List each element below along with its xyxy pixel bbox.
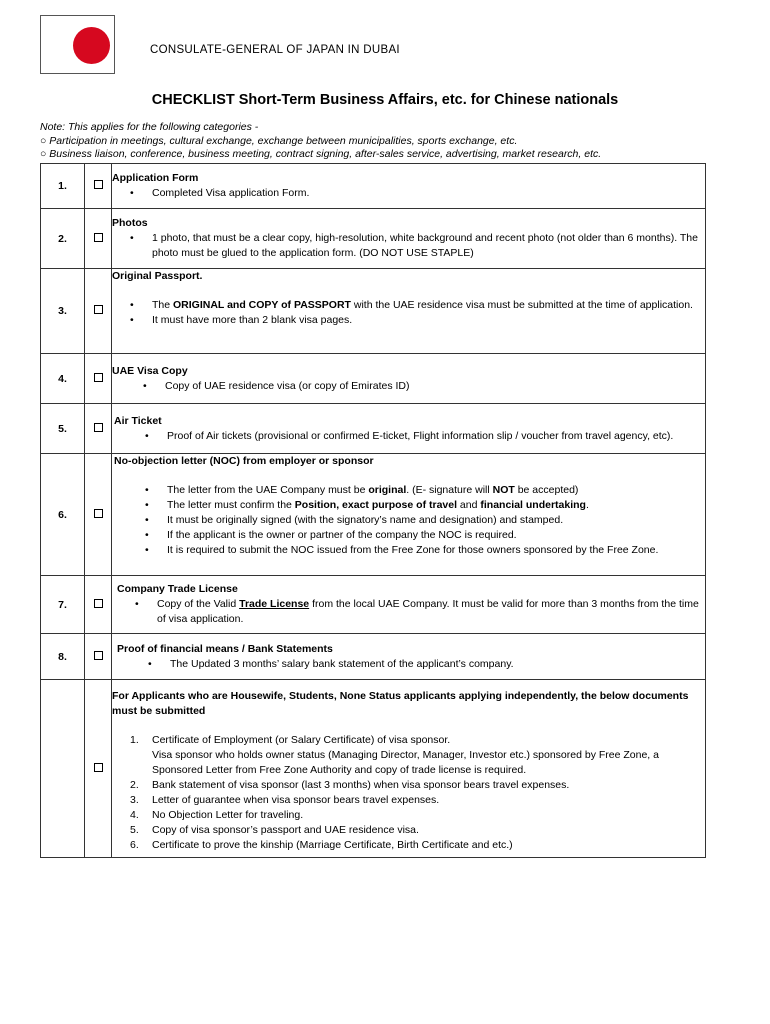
list-item: • It must have more than 2 blank visa pages. [112,313,705,328]
item-number: 8. [41,634,85,680]
list-item: 6. Certificate to prove the kinship (Marriage Certificate, Birth Certificate and etc.) [130,839,513,851]
checklist-row [41,454,706,576]
japan-flag [40,15,115,74]
list-item: 3. Letter of guarantee when visa sponsor bears travel expenses. [130,794,440,806]
checklist-row [41,576,706,634]
checklist-row [41,164,706,209]
item-heading: Company Trade License [117,583,238,595]
item-number: 6. [41,454,85,576]
list-item: • If the applicant is the owner or partner of the company the NOC is required. [114,528,705,543]
item-heading: No-objection letter (NOC) from employer or sponsor [114,455,374,467]
checklist-row [41,354,706,404]
note-block [40,121,601,162]
list-item: • Copy of the Valid Trade License from the local UAE Company. It must be valid for more than 3 months from the time of visa application. [117,597,705,627]
list-item: • The ORIGINAL and COPY of PASSPORT with the UAE residence visa must be submitted at the time of application. [112,298,705,313]
note-category-2: ○ Business liaison, conference, business meeting, contract signing, after-sales service, advertising, market research, etc. [40,148,602,160]
checkbox[interactable] [94,233,103,242]
checkbox[interactable] [94,423,103,432]
checkbox[interactable] [94,599,103,608]
list-item: • It is required to submit the NOC issued from the Free Zone for those owners sponsored by the Free Zone. [114,543,705,558]
checklist-row [41,209,706,269]
list-item: 4. No Objection Letter for traveling. [130,809,304,821]
checklist-row [41,404,706,454]
item-number: 3. [41,269,85,354]
checkbox[interactable] [94,651,103,660]
item-heading: UAE Visa Copy [112,364,188,377]
checklist-row [41,680,706,858]
item-heading: Photos [112,217,148,229]
list-item: • Completed Visa application Form. [112,186,705,201]
item-heading: Proof of financial means / Bank Statements [117,642,333,655]
list-item: • The letter from the UAE Company must be original. (E- signature will NOT be accepted) [114,483,705,498]
item-heading: Air Ticket [114,414,162,427]
item-heading: Application Form [112,172,199,184]
consulate-name: CONSULATE-GENERAL OF JAPAN IN DUBAI [150,44,400,56]
flag-red-disc [73,27,110,64]
checklist-table [40,163,706,858]
checkbox[interactable] [94,509,103,518]
item-number: 1. [41,164,85,209]
item-number: 2. [41,209,85,269]
list-item: • It must be originally signed (with the signatory’s name and designation) and stamped. [114,513,705,528]
checkbox[interactable] [94,305,103,314]
checklist-row [41,269,706,354]
list-item: 5. Copy of visa sponsor’s passport and UAE residence visa. [130,824,419,836]
checkbox[interactable] [94,373,103,382]
list-item: • The letter must confirm the Position, exact purpose of travel and financial undertaking. [114,498,705,513]
note-intro: Note: This applies for the following categories - [40,121,259,133]
item-number: 4. [41,354,85,404]
item-number: 7. [41,576,85,634]
note-category-1: ○ Participation in meetings, cultural exchange, exchange between municipalities, sports exchange, etc. [40,134,518,147]
checkbox[interactable] [94,180,103,189]
list-item: • 1 photo, that must be a clear copy, high-resolution, white background and recent photo (not older than 6 months). The photo must be glued to the application form. (DO NOT USE STAPLE) [112,231,705,261]
page-title: CHECKLIST Short-Term Business Affairs, etc. for Chinese nationals [151,92,619,108]
checklist-row [41,634,706,680]
list-item: • Proof of Air tickets (provisional or confirmed E-ticket, Flight information slip / voucher from travel agency, etc). [114,429,705,444]
item-number: 5. [41,404,85,454]
list-item: 1. Certificate of Employment (or Salary Certificate) of visa sponsor. Visa sponsor who holds owner status (Managing Director, Manager, Investor etc.) sponsored by Free Zone, a Sponsored Letter from Free Zone Authority and copy of trade license is required. [130,734,659,776]
item-heading: For Applicants who are Housewife, Students, None Status applicants applying independently, the below documents must be submitted [112,690,689,717]
item-number [41,680,85,858]
item-heading: Original Passport. [112,270,203,282]
list-item: • The Updated 3 months’ salary bank statement of the applicant’s company. [117,657,705,672]
list-item: 2. Bank statement of visa sponsor (last 3 months) when visa sponsor bears travel expenses. [130,779,570,791]
checkbox[interactable] [94,763,103,772]
list-item: • Copy of UAE residence visa (or copy of Emirates ID) [112,379,705,394]
